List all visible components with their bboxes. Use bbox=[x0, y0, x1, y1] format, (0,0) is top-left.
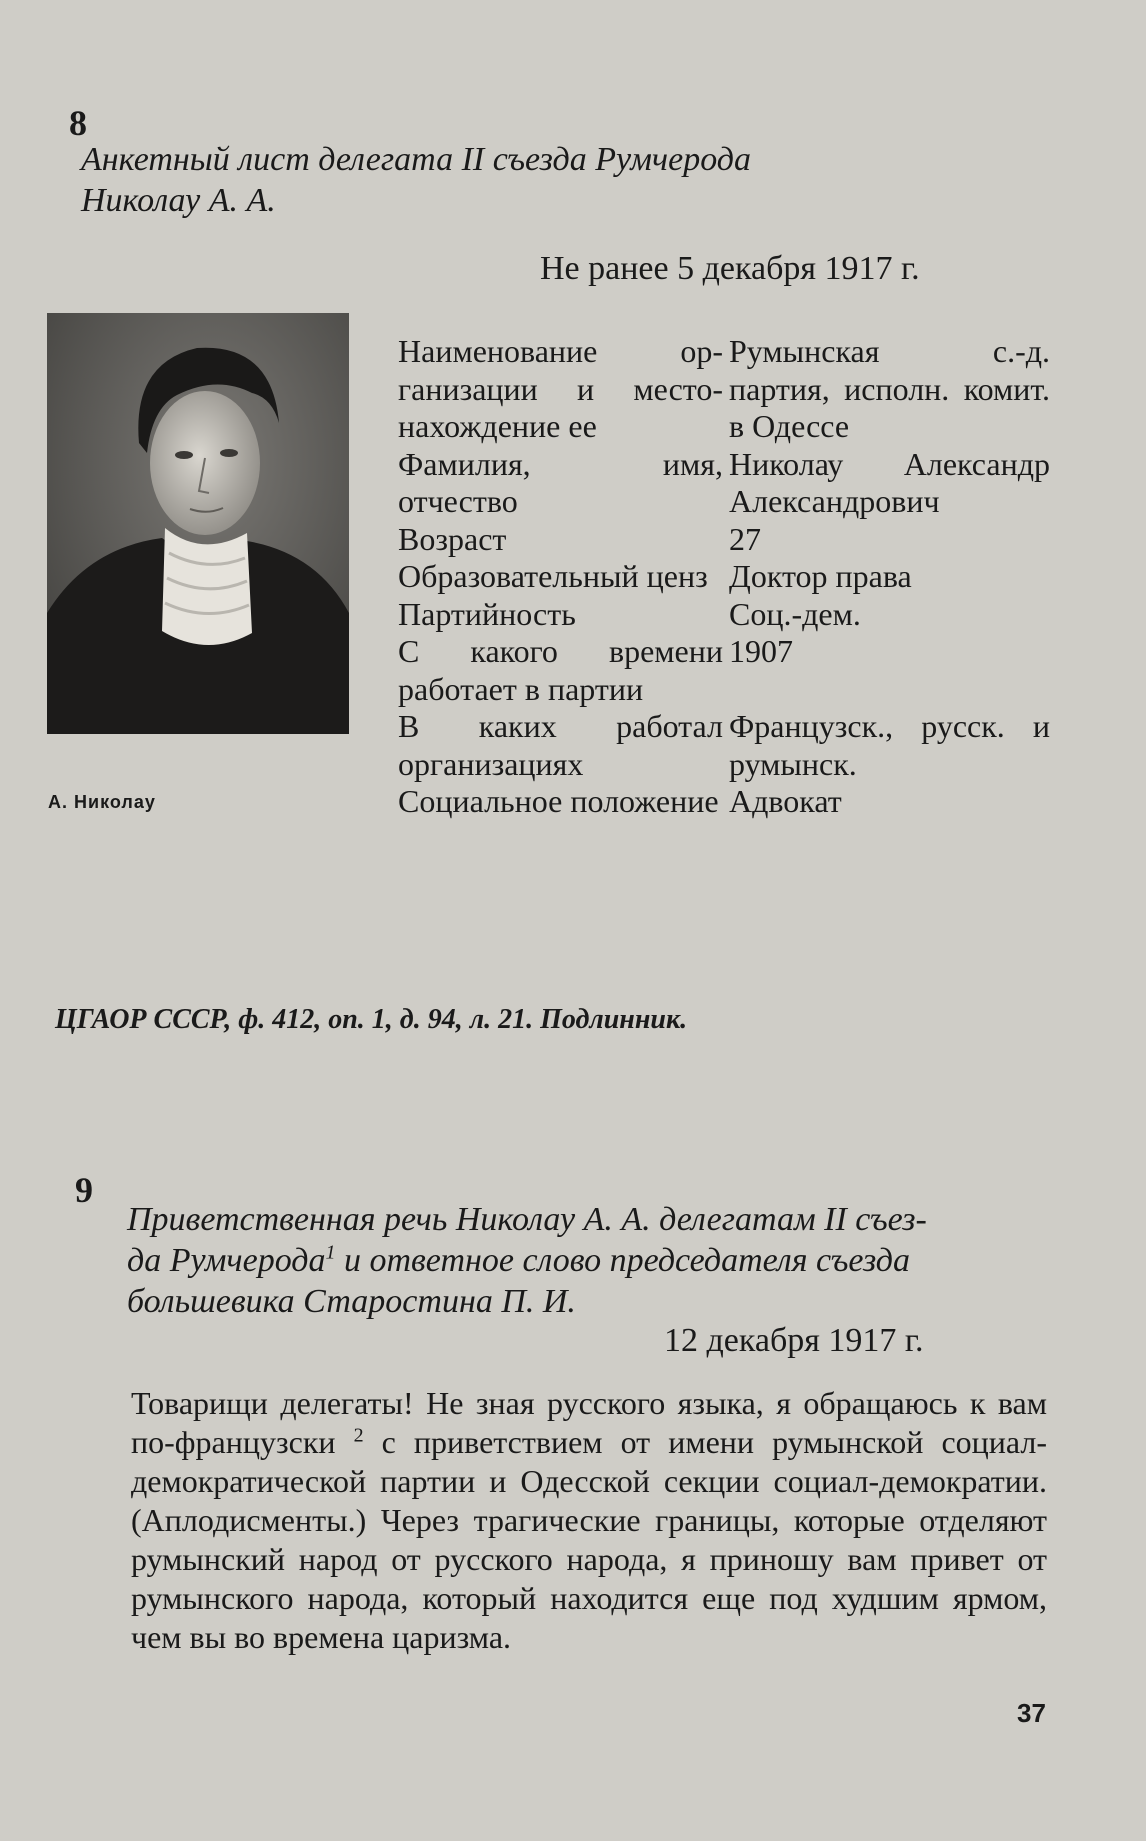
title-line: Анкетный лист делегата II съезда Румчерода bbox=[81, 141, 751, 178]
form-label: Образовательный ценз bbox=[398, 558, 708, 594]
form-row bbox=[398, 333, 1050, 446]
document-number: 9 bbox=[75, 1170, 93, 1210]
form-value: 1907 bbox=[729, 633, 793, 669]
form-value: Французск., русск. и румынск. bbox=[729, 708, 1050, 782]
form-value: Соц.-дем. bbox=[729, 595, 861, 632]
speech-text bbox=[131, 1384, 1047, 1657]
portrait-image bbox=[47, 313, 349, 734]
form-label: Фамилия, имя, отчество bbox=[398, 445, 723, 519]
form-value: Румынская с.-д. партия, исполн. комит. в Одессе bbox=[729, 333, 1050, 444]
form-value: 27 bbox=[729, 520, 761, 557]
form-value: Доктор права bbox=[729, 558, 912, 594]
page-number: 37 bbox=[1017, 1698, 1046, 1728]
form-row bbox=[398, 596, 1050, 634]
form-value: Адвокат bbox=[729, 783, 842, 819]
form-row bbox=[398, 521, 1050, 559]
form-row bbox=[398, 446, 1050, 521]
form-label: Наименование организации и местонахождение ее bbox=[398, 333, 723, 444]
form-label: С какого времени работает в партии bbox=[398, 633, 723, 707]
form-label: Социальное положение bbox=[398, 783, 719, 819]
form-label: Партийность bbox=[398, 595, 576, 632]
speech-part: с приветствием от имени румынской социал-демократической партии и Одесской секции социал-демократии. (Аплодисменты.) Через трагические границы, которые отделяют румынский народ от русского народа, я приношу вам привет от румынского народа, который находится еще под худшим ярмом, чем вы во времена царизма. bbox=[131, 1424, 1048, 1655]
portrait-photo bbox=[47, 313, 349, 734]
footnote-ref: 2 bbox=[353, 1424, 364, 1447]
form-row bbox=[398, 708, 1050, 783]
title-line: Николау А. А. bbox=[81, 182, 276, 219]
title-text: да Румчерода bbox=[127, 1242, 326, 1279]
form-value: Николау Александр Александрович bbox=[729, 445, 1050, 519]
speech-part: Товарищи делегаты! Не зная русского языка, я обращаюсь к вам по-французски bbox=[131, 1385, 1047, 1460]
form-row bbox=[398, 783, 1050, 821]
footnote-ref: 1 bbox=[325, 1241, 336, 1264]
form-row bbox=[398, 558, 1050, 596]
title-line: большевика Старостина П. И. bbox=[127, 1283, 576, 1320]
document-title bbox=[127, 1199, 1047, 1322]
questionnaire-form bbox=[398, 333, 1050, 821]
title-line: Приветственная речь Николау А. А. делегатам II съез- bbox=[127, 1201, 927, 1238]
document-date: Не ранее 5 декабря 1917 г. bbox=[540, 250, 920, 287]
form-row bbox=[398, 633, 1050, 708]
document-number: 8 bbox=[69, 103, 87, 143]
title-text: и ответное слово председателя съезда bbox=[335, 1242, 910, 1279]
archive-source: ЦГАОР СССР, ф. 412, оп. 1, д. 94, л. 21. Подлинник. bbox=[55, 1004, 688, 1035]
title-line bbox=[127, 1240, 1047, 1281]
document-title bbox=[81, 139, 751, 221]
document-date: 12 декабря 1917 г. bbox=[664, 1322, 924, 1359]
form-label: Возраст bbox=[398, 520, 507, 557]
form-label: В каких работал организациях bbox=[398, 708, 723, 782]
photo-caption: А. Николау bbox=[48, 792, 156, 812]
